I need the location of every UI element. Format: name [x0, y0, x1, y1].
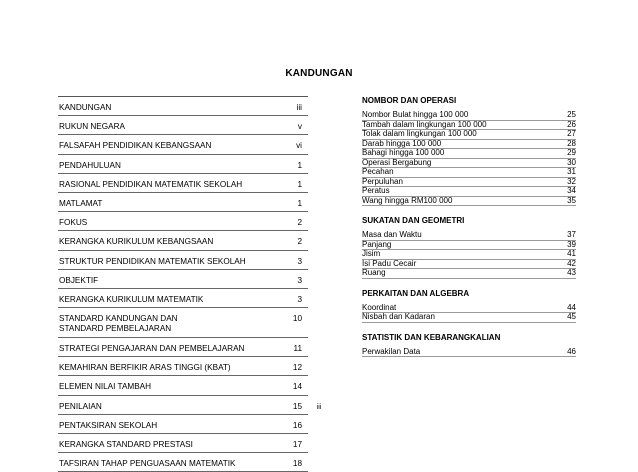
toc-label: Tolak dalam lingkungan 100 000	[362, 129, 477, 138]
toc-page: 2	[297, 237, 302, 247]
toc-row	[362, 348, 576, 358]
toc-label: RASIONAL PENDIDIKAN MATEMATIK SEKOLAH	[59, 179, 243, 189]
toc-row	[58, 193, 308, 212]
toc-row	[58, 415, 308, 434]
toc-page: 45	[567, 312, 576, 321]
toc-page: 44	[567, 302, 576, 312]
toc-page: 16	[292, 420, 302, 430]
toc-label: KANDUNGAN	[59, 103, 112, 112]
toc-label: Tambah dalam lingkungan 100 000	[362, 119, 487, 129]
toc-page: 34	[567, 186, 576, 195]
toc-page: 37	[567, 230, 576, 239]
toc-page: 18	[292, 459, 302, 469]
toc-label: Pecahan	[362, 167, 394, 176]
toc-row	[362, 260, 576, 270]
toc-row	[362, 241, 576, 251]
toc-row	[58, 135, 308, 154]
toc-row	[58, 434, 308, 453]
toc-row	[58, 270, 308, 289]
toc-left-list	[58, 96, 308, 472]
toc-row	[58, 338, 308, 357]
toc-page: vi	[296, 141, 302, 151]
toc-row	[58, 376, 308, 395]
toc-page: iii	[296, 103, 302, 112]
toc-label: PENTAKSIRAN SEKOLAH	[59, 420, 158, 430]
toc-page: 27	[567, 129, 576, 138]
toc-row	[58, 155, 308, 174]
toc-page: 17	[292, 440, 302, 449]
toc-label: PENDAHULUAN	[59, 160, 121, 170]
toc-page: 42	[567, 258, 576, 268]
toc-page: 46	[567, 346, 576, 356]
toc-row	[58, 174, 308, 193]
toc-label: Bahagi hingga 100 000	[362, 148, 445, 157]
toc-row	[362, 178, 576, 188]
toc-row	[58, 251, 308, 270]
toc-page: 39	[567, 239, 576, 249]
toc-row	[362, 269, 576, 279]
toc-label: PENILAIAN	[59, 401, 102, 411]
section-heading: STATISTIK DAN KEBARANGKALIAN	[362, 332, 501, 342]
toc-page: 3	[297, 275, 302, 285]
toc-page: 41	[567, 249, 576, 258]
toc-row	[58, 231, 308, 250]
toc-page: 15	[292, 401, 302, 411]
toc-page: 31	[567, 167, 576, 176]
toc-page: 2	[297, 218, 302, 228]
toc-label: STRUKTUR PENDIDIKAN MATEMATIK SEKOLAH	[59, 256, 246, 266]
toc-page: 14	[292, 382, 302, 392]
toc-label: KERANGKA STANDARD PRESTASI	[59, 440, 193, 449]
toc-page: 26	[567, 119, 576, 129]
toc-page: 32	[567, 176, 576, 186]
toc-label: RUKUN NEGARA	[59, 122, 125, 132]
toc-page: 3	[297, 294, 302, 304]
toc-label: Darab hingga 100 000	[362, 138, 442, 148]
toc-label: ELEMEN NILAI TAMBAH	[59, 382, 152, 392]
toc-row	[58, 116, 308, 135]
toc-page: 10	[292, 314, 302, 324]
toc-label: KERANGKA KURIKULUM KEBANGSAAN	[59, 237, 214, 247]
toc-row	[362, 197, 576, 207]
toc-label: KEMAHIRAN BERFIKIR ARAS TINGGI (KBAT)	[59, 363, 231, 373]
toc-page: 12	[292, 363, 302, 373]
toc-label: FOKUS	[59, 218, 88, 228]
toc-page: 29	[567, 148, 576, 157]
section-heading: PERKAITAN DAN ALGEBRA	[362, 288, 470, 298]
toc-page: v	[297, 122, 302, 132]
toc-label: Perwakilan Data	[362, 346, 421, 356]
toc-row	[362, 159, 576, 169]
page-number: iii	[316, 404, 322, 411]
toc-label: Ruang	[362, 268, 386, 277]
toc-row	[58, 97, 308, 116]
toc-row	[58, 212, 308, 231]
toc-row	[58, 453, 308, 472]
toc-page: 11	[293, 344, 302, 354]
toc-label: KERANGKA KURIKULUM MATEMATIK	[59, 294, 204, 304]
toc-label: Wang hingga RM100 000	[362, 195, 453, 205]
toc-page: 30	[567, 157, 576, 167]
toc-row	[58, 357, 308, 376]
toc-row	[362, 231, 576, 241]
toc-label: Nisbah dan Kadaran	[362, 312, 435, 321]
toc-label: STRATEGI PENGAJARAN DAN PEMBELAJARAN	[59, 344, 245, 354]
toc-label: Isi Padu Cecair	[362, 258, 417, 268]
toc-label	[59, 314, 269, 334]
toc-row	[362, 313, 576, 323]
toc-label: Jisim	[362, 249, 381, 258]
toc-page: 35	[567, 195, 576, 205]
toc-label-line1: STANDARD KANDUNGAN DAN	[59, 314, 178, 324]
toc-label: Masa dan Waktu	[362, 230, 422, 239]
toc-label: Operasi Bergabung	[362, 157, 432, 167]
toc-page: 28	[567, 138, 576, 148]
toc-label: Perpuluhan	[362, 176, 403, 186]
toc-label: Koordinat	[362, 302, 397, 312]
toc-page: 1	[297, 198, 302, 208]
toc-label: OBJEKTIF	[59, 275, 99, 285]
toc-label: Nombor Bulat hingga 100 000	[362, 110, 469, 119]
toc-right-list	[362, 96, 576, 357]
toc-label: FALSAFAH PENDIDIKAN KEBANGSAAN	[59, 141, 212, 151]
toc-label: Peratus	[362, 186, 390, 195]
page-title: KANDUNGAN	[285, 68, 353, 79]
toc-page: 3	[297, 256, 302, 266]
section-heading: SUKATAN DAN GEOMETRI	[362, 216, 465, 225]
toc-row	[58, 289, 308, 308]
toc-page: 43	[567, 268, 576, 277]
toc-page: 1	[297, 179, 302, 189]
toc-label-line2: STANDARD PEMBELAJARAN	[59, 324, 172, 334]
toc-page: 1	[297, 160, 302, 170]
section-heading: NOMBOR DAN OPERASI	[362, 96, 457, 105]
toc-page: 25	[567, 110, 576, 119]
toc-label: MATLAMAT	[59, 198, 103, 208]
toc-row	[58, 308, 308, 338]
toc-label: Panjang	[362, 239, 392, 249]
toc-label: TAFSIRAN TAHAP PENGUASAAN MATEMATIK	[59, 459, 236, 469]
